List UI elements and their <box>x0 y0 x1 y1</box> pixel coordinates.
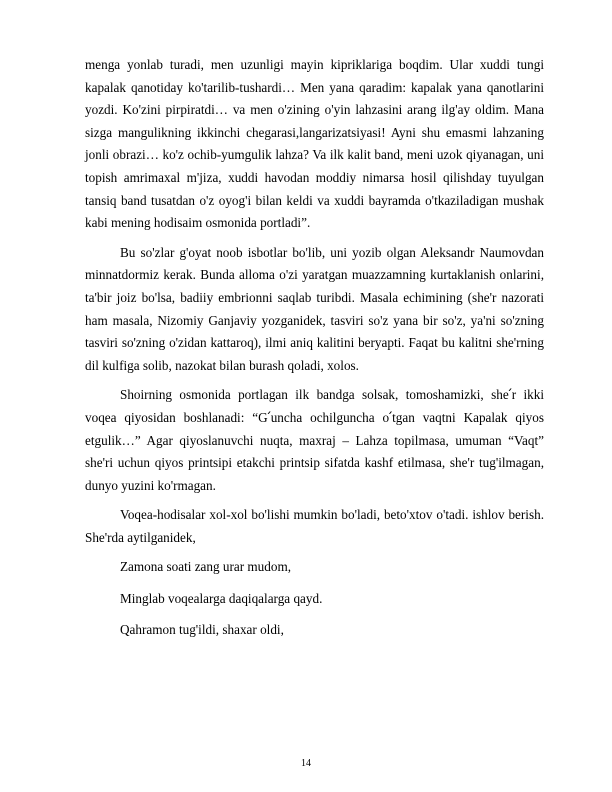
verse-line: Minglab voqealarga daqiqalarga qayd. <box>120 590 323 606</box>
paragraph: menga yonlab turadi, men uzunligi mayin kipriklariga boqdim. Ular xuddi tungi kapalak qanotiday ko'tarilib-tushardi… Men yana qaradim: kapalak yana qanotlarini yozdi. Ko'zini pirpiratdi… va men o'zining o'yin lahzasini arang ilg'ay oldim. Mana sizga mangulikning ikkinchi chegarasi,langarizatsiyasi! Ayni shu emasmi lahzaning jonli obrazi… ko'z ochib-yumgulik lahza? Va ilk kalit band, meni uzok qiyanagan, uni topish amrimaxal m'jiza, xuddi havodan moddiy nimarsa hosil qilishday tuyulgan tansiq band tusatdan o'z oyog'i bilan keldi va xuddi bayramda o'tkaziladigan mushak kabi mening hodisaim osmonida portladi”. <box>85 57 544 231</box>
verse-line: Zamona soati zang urar mudom, <box>120 559 292 575</box>
paragraph: Bu so'zlar g'oyat noob isbotlar bo'lib, uni yozib olgan Aleksandr Naumovdan minnatdormiz kerak. Bunda alloma o'zi yaratgan muazzamning kurtaklanish onlarini, ta'bir joiz bo'lsa, badiiy embrionni saqlab turibdi. Masala echimining (she'r nazorati ham masala, Nizomiy Ganjaviy yozganidek, tasviri so'z yana bir so'z, ya'ni so'zning tasviri so'zning o'zidan kattaroq), ilmi aniq kalitini beryapti. Faqat bu kalitni she'rning dil kulfiga solib, nazokat bilan burash qoladi, xolos. <box>85 244 544 373</box>
paragraph: Voqea-hodisalar xol-xol bo'lishi mumkin bo'ladi, beto'xtov o'tadi. ishlov berish. She'rda aytilganidek, <box>85 507 544 545</box>
page-number: 14 <box>301 758 311 769</box>
paragraph: Shoirning osmonida portlagan ilk bandga solsak, tomoshamizki, she՛r ikki voqea qiyosidan boshlanadi: “G՛uncha ochilguncha o՛tgan vaqtni Kapalak qiyos etgulik…” Agar qiyoslanuvchi nuqta, maxraj – Lahza topilmasa, umuman “Vaqt” she'ri uchun qiyos printsipi etakchi printsip sifatda kashf etilmasa, she'r tug'ilmagan, dunyo yuzini ko'rmagan. <box>85 387 544 493</box>
body-text <box>85 54 544 650</box>
verse-line: Qahramon tug'ildi, shaxar oldi, <box>120 621 284 637</box>
